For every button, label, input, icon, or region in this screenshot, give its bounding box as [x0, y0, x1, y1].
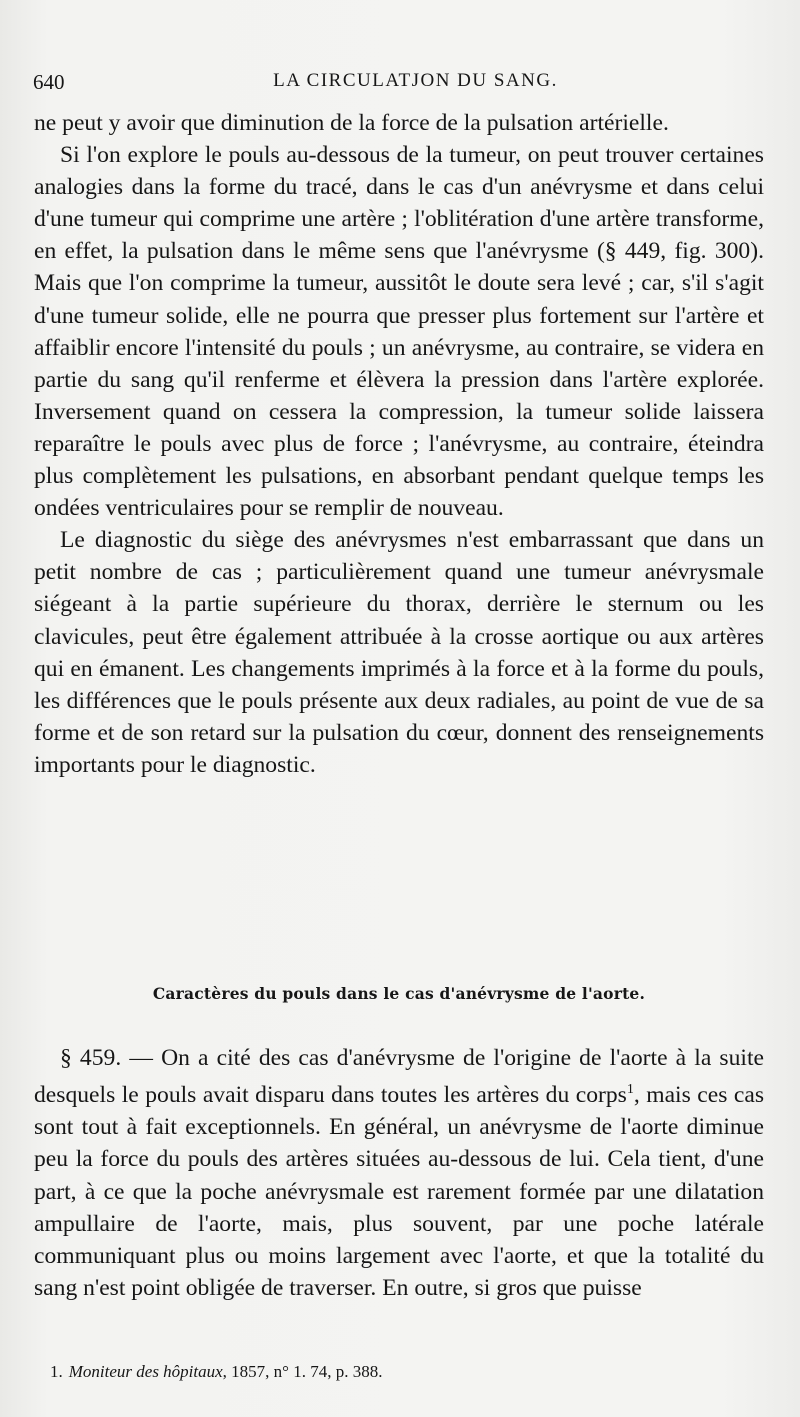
section-text [34, 1042, 764, 1304]
footnote-details: , 1857, n° 1. 74, p. 388. [222, 1362, 383, 1381]
paragraph-3: Le diagnostic du siège des anévrysmes n'est embarrassant que dans un petit nombre de cas ; particulièrement quand une tumeur anévrysmale siégeant à la partie supérieure du thorax, derrière le sternum ou les clavicules, peut être également attribuée à la crosse aortique ou aux artères qui en émanent. Les changements imprimés à la force et à la forme du pouls, les différences que le pouls présente aux deux radiales, au point de vue de sa forme et de son retard sur la pulsation du cœur, donnent des renseignements importants pour le diagnostic. [34, 527, 764, 778]
paragraph-2: Si l'on explore le pouls au-dessous de la tumeur, on peut trouver certaines analogies dans la forme du tracé, dans le cas d'un anévrysme et dans celui d'une tumeur qui comprime une artère ; l'oblitération d'une artère transforme, en effet, la pulsation dans le même sens que l'anévrysme (§ 449, fig. 300). Mais que l'on comprime la tumeur, aussitôt le doute sera levé ; car, s'il s'agit d'une tumeur solide, elle ne pourra que presser plus fortement sur l'artère et affaiblir encore l'intensité du pouls ; un anévrysme, au contraire, se videra en partie du sang qu'il renferme et élèvera la pression dans l'artère explorée. Inversement quand on cessera la compression, la tumeur solide laissera reparaître le pouls avec plus de force ; l'anévrysme, au contraire, éteindra plus complètement les pulsations, en absorbant pendant quelque temps les ondées ventriculaires pour se remplir de nouveau. [34, 142, 764, 522]
main-text [34, 107, 764, 781]
section-heading: Caractères du pouls dans le cas d'anévrysme de l'aorte. [152, 984, 646, 1003]
page-header [33, 70, 768, 100]
footnote-number: 1. [50, 1362, 63, 1381]
paragraph-459-part-2: , mais ces cas sont tout à fait exceptionnels. En général, un anévrysme de l'aorte diminue peu la force du pouls des artères situées au-dessous de lui. Cela tient, d'une part, à ce que la poche anévrysmale est rarement formée par une dilatation ampullaire de l'aorte, mais, plus souvent, par une poche latérale communiquant plus ou moins largement avec l'aorte, et que la totalité du sang n'est point obligée de traverser. En outre, si gros que puisse [34, 1082, 764, 1302]
running-title: LA CIRCULATJON DU SANG. [273, 70, 558, 91]
paragraph-459-part-1: § 459. — On a cité des cas d'anévrysme de l'origine de l'aorte à la suite desquels le pouls avait disparu dans toutes les artères du corps [34, 1045, 764, 1109]
footnote-reference: 1 [626, 1082, 634, 1098]
paragraph-459 [34, 1042, 764, 1304]
footnote [34, 1362, 780, 1382]
footnote-source: Moniteur des hôpitaux [68, 1362, 223, 1381]
page-number: 640 [33, 70, 65, 94]
paragraph-1: ne peut y avoir que diminution de la force de la pulsation artérielle. [34, 110, 669, 136]
